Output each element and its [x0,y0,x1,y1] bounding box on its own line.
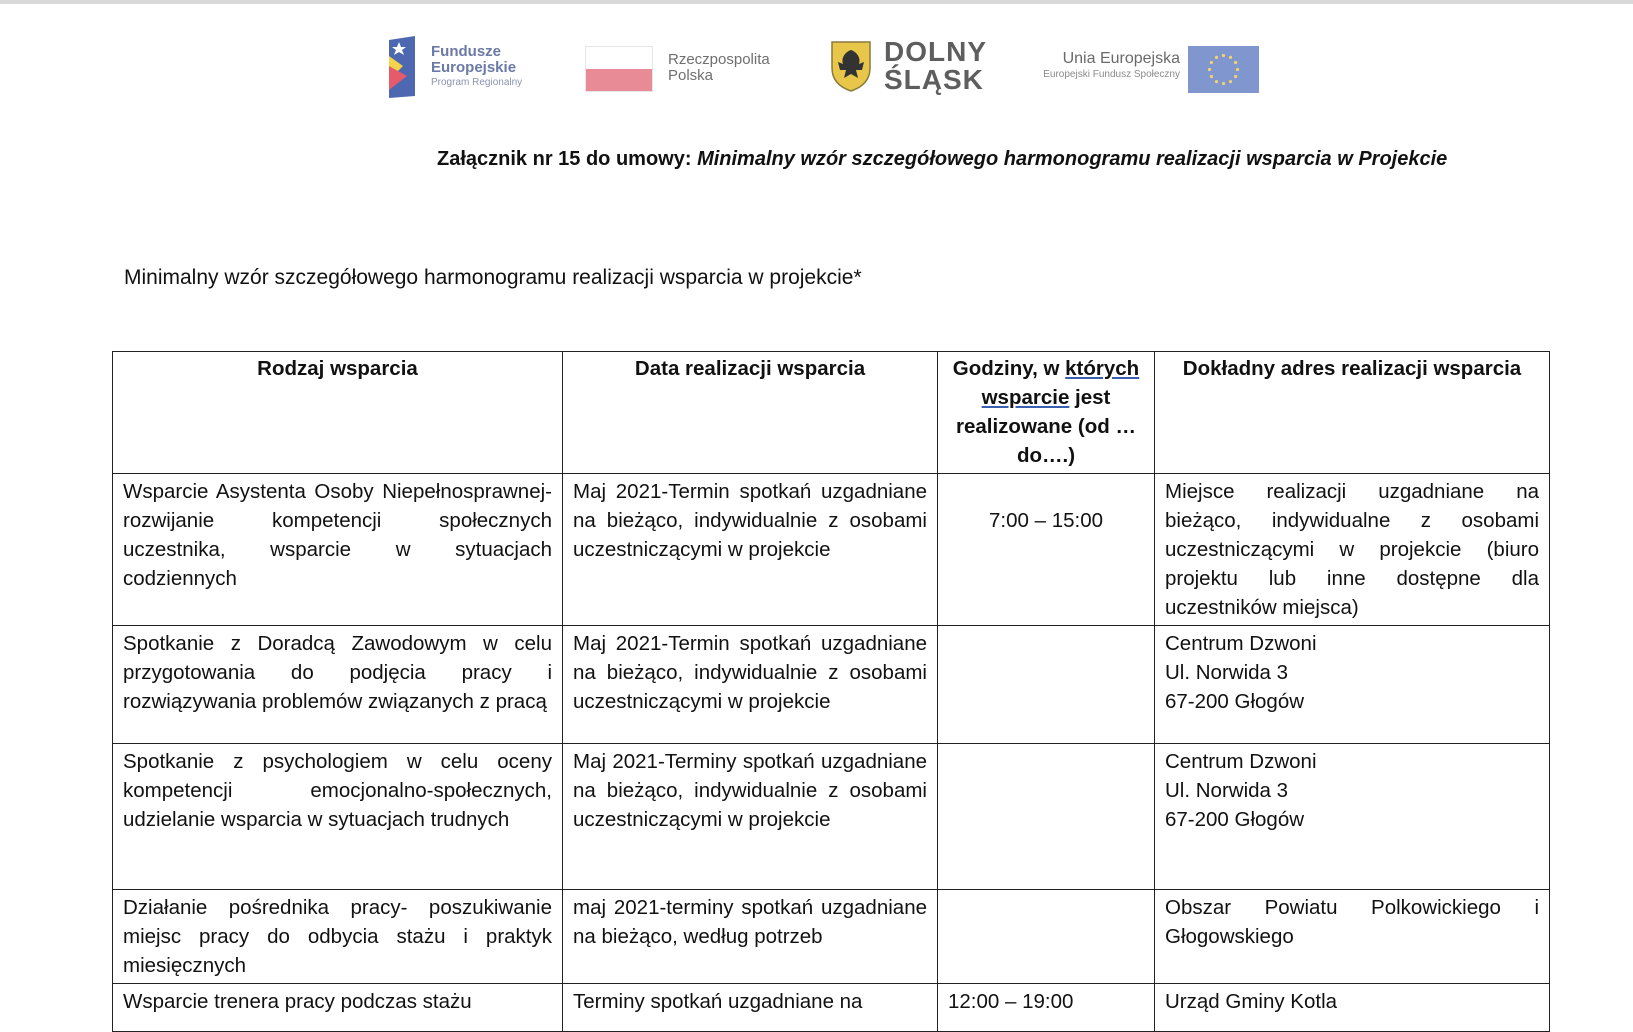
address-line: Centrum Dzwoni [1165,750,1317,773]
lower-silesia-crest-icon [830,40,872,92]
cell-date: maj 2021-terminy spotkań uzgadniane na bieżąco, według potrzeb [563,890,938,984]
fundusze-europejskie-logo [385,34,555,104]
header-hours-part2: których [1065,357,1140,380]
cell-support-type: Spotkanie z psychologiem w celu oceny kompetencji emocjonalno-społecznych, udzielanie wsparcia w sytuacjach trudnych [113,744,563,890]
unia-europejska-logo [1028,34,1268,104]
dolny-slask-logo [830,34,990,104]
polish-flag-icon [585,46,653,92]
cell-hours [938,744,1155,890]
cell-address: Miejsce realizacji uzgadniane na bieżąco, indywidualne z osobami uczestniczącymi w projekcie (biuro projektu lub inne dostępne dla uczestników miejsca) [1155,474,1550,626]
header-date: Data realizacji wsparcia [563,352,938,474]
cell-support-type: Działanie pośrednika pracy- poszukiwanie miejsc pracy do odbycia stażu i praktyk miesięcznych [113,890,563,984]
cell-support-type: Spotkanie z Doradcą Zawodowym w celu przygotowania do podjęcia pracy i rozwiązywania problemów związanych z pracą [113,626,563,744]
cell-hours [938,626,1155,744]
schedule-table [112,351,1550,1032]
cell-address: Urząd Gminy Kotla [1155,984,1550,1032]
rzeczpospolita-logo [585,34,795,104]
table-row [113,474,1550,626]
annex-title: Minimalny wzór szczegółowego harmonogramu realizacji wsparcia w Projekcie [697,148,1448,170]
cell-support-type: Wsparcie trenera pracy podczas stażu [113,984,563,1032]
rp-line1: Rzeczpospolita [668,51,770,68]
address-line: 67-200 Głogów [1165,690,1305,713]
header-support-type: Rodzaj wsparcia [113,352,563,474]
table-row [113,890,1550,984]
fundusze-europejskie-icon [385,36,419,98]
ue-line2: Europejski Fundusz Społeczny [1043,69,1180,80]
header-hours-part5: jest realizowane (od … do….) [956,386,1136,467]
rp-line2: Polska [668,67,714,84]
cell-date: Maj 2021-Termin spotkań uzgadniane na bieżąco, indywidualnie z osobami uczestniczącymi w projekcie [563,474,938,626]
header-hours-part4: wsparcie [981,386,1070,409]
annex-prefix: Załącznik nr 15 do umowy: [437,148,698,170]
table-row [113,984,1550,1032]
ds-line2: ŚLĄSK [884,64,984,95]
table-header-row [113,352,1550,474]
ds-line1: DOLNY [884,36,987,67]
fundusze-line1: Fundusze [431,43,501,60]
cell-hours [938,890,1155,984]
header-hours [938,352,1155,474]
cell-date: Terminy spotkań uzgadniane na [563,984,938,1032]
address-line: Centrum Dzwoni [1165,632,1317,655]
header-hours-part1: Godziny, w [952,357,1066,380]
table-row [113,744,1550,890]
cell-date: Maj 2021-Termin spotkań uzgadniane na bieżąco, indywidualnie z osobami uczestniczącymi w projekcie [563,626,938,744]
table-row [113,626,1550,744]
top-border-line [0,0,1633,4]
fundusze-line2: Europejskie [431,59,517,76]
address-line: Ul. Norwida 3 [1165,661,1289,684]
cell-hours: 12:00 – 19:00 [938,984,1155,1032]
cell-support-type: Wsparcie Asystenta Osoby Niepełnosprawnej- rozwijanie kompetencji społecznych uczestnika, wsparcie w sytuacjach codziennych [113,474,563,626]
eu-flag-icon [1188,46,1259,93]
fundusze-line3: Program Regionalny [431,77,523,88]
address-line: Ul. Norwida 3 [1165,779,1289,802]
annex-heading [437,148,1447,171]
ue-line1: Unia Europejska [1062,50,1180,67]
logo-strip [385,34,1265,104]
cell-address: Obszar Powiatu Polkowickiego i Głogowskiego [1155,890,1550,984]
cell-address [1155,744,1550,890]
document-subtitle: Minimalny wzór szczegółowego harmonogramu realizacji wsparcia w projekcie* [124,266,862,289]
header-address: Dokładny adres realizacji wsparcia [1155,352,1550,474]
cell-date: Maj 2021-Terminy spotkań uzgadniane na bieżąco, indywidualnie z osobami uczestniczącymi w projekcie [563,744,938,890]
address-line: 67-200 Głogów [1165,808,1305,831]
cell-hours: 7:00 – 15:00 [938,474,1155,626]
cell-address [1155,626,1550,744]
